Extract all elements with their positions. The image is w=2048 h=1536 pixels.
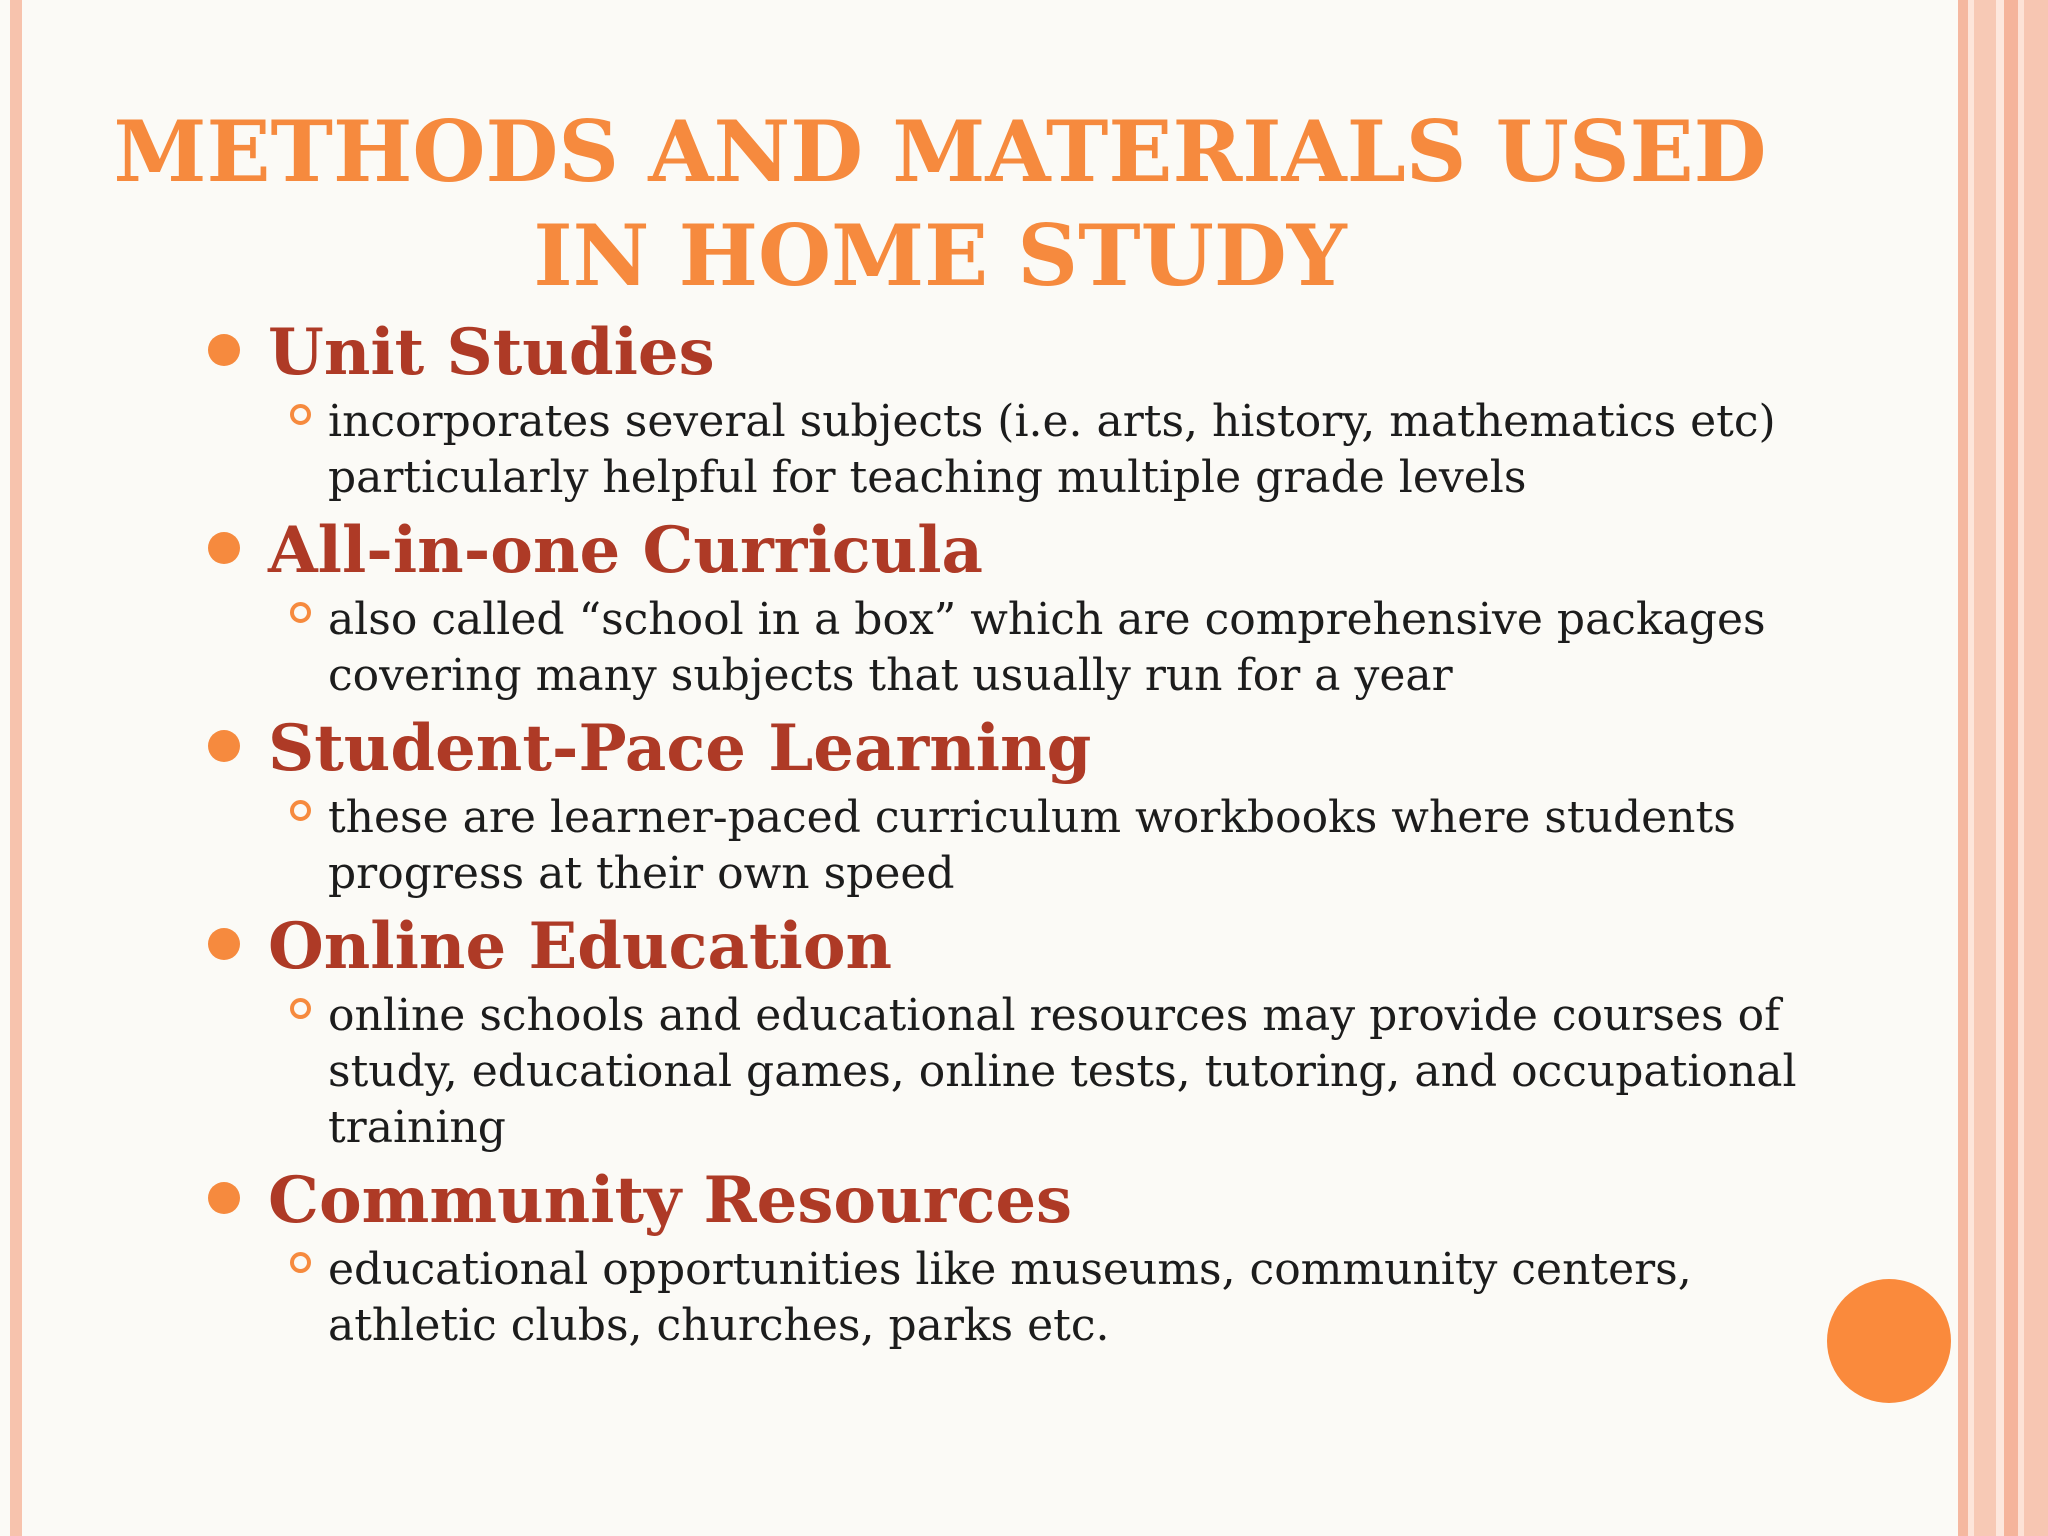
bullet-heading [208,708,1848,790]
sub-bullet-text: these are learner-paced curriculum workbooks where students progress at their own speed [328,792,1736,899]
bullet-heading [208,1160,1848,1242]
bullet-dot-icon [208,1182,240,1214]
slide-title: METHODS AND MATERIALS USED IN HOME STUDY [113,102,1767,305]
list-item [208,906,1848,1156]
sub-bullet [328,988,1848,1156]
bullet-heading-text: Community Resources [268,1163,1073,1238]
bullet-heading [208,510,1848,592]
right-decor-stripe [1996,0,2004,1536]
list-item [208,312,1848,506]
bullet-heading-text: Unit Studies [268,315,715,390]
left-border-stripe [10,0,22,1536]
sub-bullet [328,790,1848,902]
bullet-dot-icon [208,334,240,366]
sub-bullet-text: also called “school in a box” which are comprehensive packages covering many subjects that usually run for a year [328,594,1766,701]
bullet-dot-icon [208,928,240,960]
bullet-list [208,312,1848,1358]
bullet-heading [208,312,1848,394]
sub-bullet-text: online schools and educational resources may provide courses of study, educational games, online tests, tutoring, and occupational training [328,990,1797,1153]
right-decor-stripe [2004,0,2018,1536]
bullet-heading [208,906,1848,988]
ring-bullet-icon [290,602,311,623]
bullet-dot-icon [208,730,240,762]
sub-bullet-text: incorporates several subjects (i.e. arts, history, mathematics etc) particularly helpful for teaching multiple grade levels [328,396,1776,503]
sub-bullet [328,592,1848,704]
bullet-heading-text: Student-Pace Learning [268,711,1092,786]
sub-bullet-text: educational opportunities like museums, community centers, athletic clubs, churches, parks etc. [328,1244,1692,1351]
list-item [208,708,1848,902]
right-decor-stripe [1958,0,1968,1536]
right-decor-stripe [1974,0,1996,1536]
ring-bullet-icon [290,404,311,425]
bullet-heading-text: All-in-one Curricula [268,513,983,588]
bullet-heading-text: Online Education [268,909,893,984]
ring-bullet-icon [290,998,311,1019]
bullet-dot-icon [208,532,240,564]
sub-bullet [328,394,1848,506]
list-item [208,510,1848,704]
sub-bullet [328,1242,1848,1354]
ring-bullet-icon [290,800,311,821]
list-item [208,1160,1848,1354]
right-decor-stripe [2024,0,2048,1536]
ring-bullet-icon [290,1252,311,1273]
